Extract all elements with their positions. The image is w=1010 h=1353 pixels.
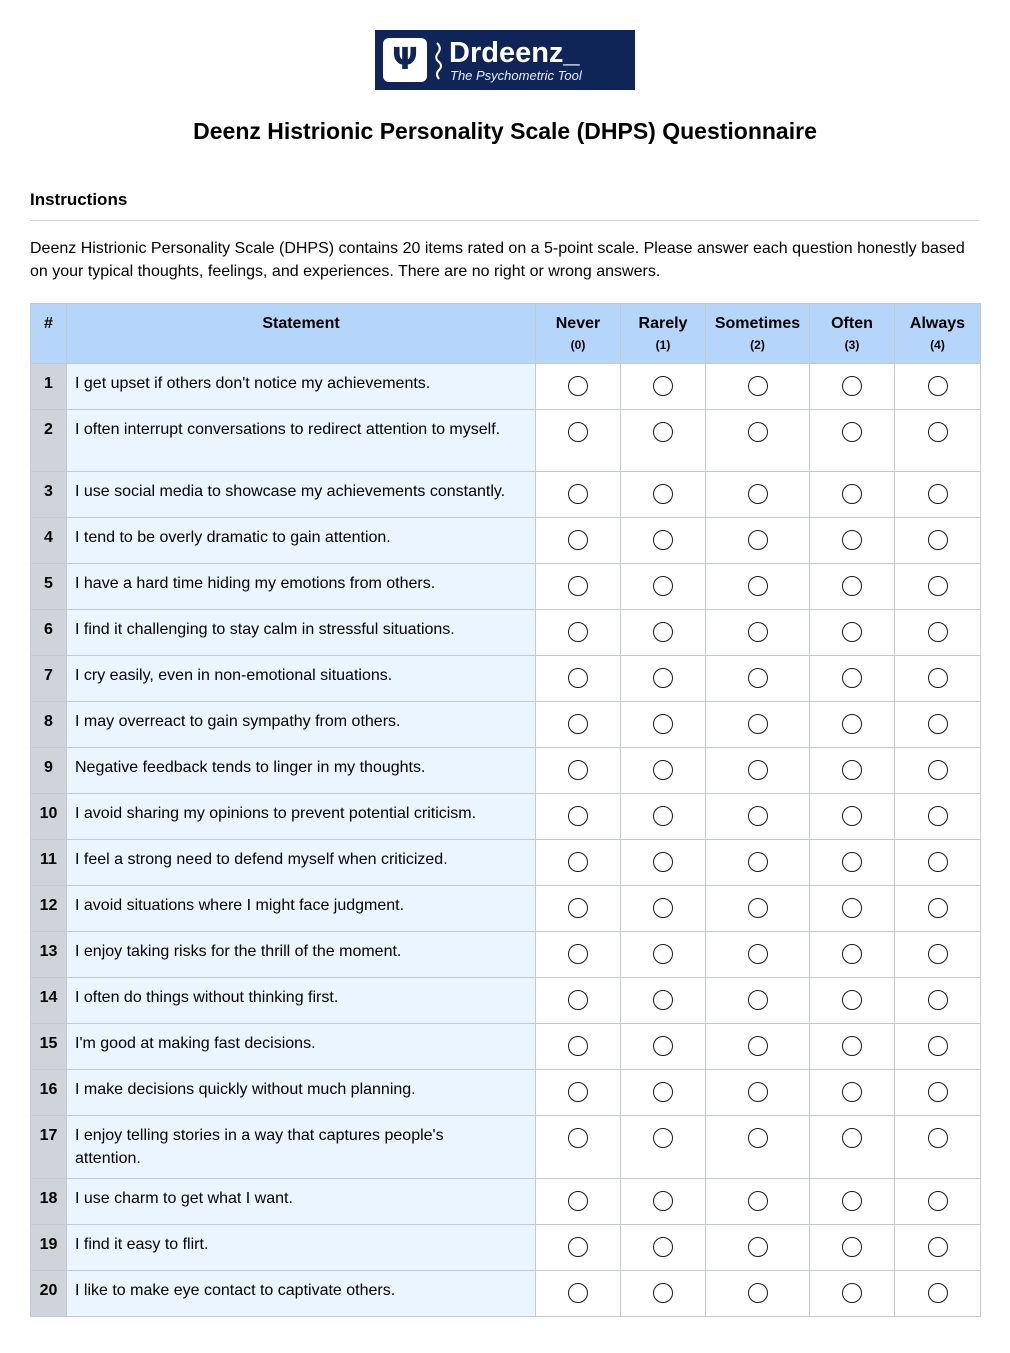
radio-often[interactable] (842, 484, 862, 504)
radio-rarely[interactable] (653, 852, 673, 872)
question-number: 12 (31, 886, 67, 932)
table-row (31, 610, 981, 656)
question-statement: I may overreact to gain sympathy from others. (67, 702, 536, 748)
option-cell-never (536, 1179, 621, 1225)
radio-rarely[interactable] (653, 484, 673, 504)
option-cell-never (536, 1024, 621, 1070)
option-cell-sometimes (706, 364, 810, 410)
option-cell-rarely (621, 1070, 706, 1116)
option-cell-always (895, 748, 981, 794)
header-number: # (31, 304, 67, 364)
radio-often[interactable] (842, 376, 862, 396)
option-cell-rarely (621, 518, 706, 564)
option-cell-often (810, 702, 895, 748)
option-cell-never (536, 472, 621, 518)
question-statement: I enjoy taking risks for the thrill of the moment. (67, 932, 536, 978)
option-cell-sometimes (706, 978, 810, 1024)
radio-rarely[interactable] (653, 714, 673, 734)
radio-rarely[interactable] (653, 990, 673, 1010)
table-row (31, 748, 981, 794)
option-cell-often (810, 1179, 895, 1225)
option-cell-sometimes (706, 1070, 810, 1116)
table-row (31, 978, 981, 1024)
radio-never[interactable] (568, 714, 588, 734)
page-title: Deenz Histrionic Personality Scale (DHPS) Questionnaire (193, 118, 817, 144)
option-cell-sometimes (706, 702, 810, 748)
option-cell-often (810, 932, 895, 978)
option-cell-never (536, 886, 621, 932)
table-body (31, 364, 981, 1317)
option-cell-rarely (621, 1024, 706, 1070)
header-option-sometimes (706, 304, 810, 364)
radio-never[interactable] (568, 530, 588, 550)
option-code: (2) (750, 338, 765, 352)
radio-sometimes[interactable] (748, 376, 768, 396)
option-cell-rarely (621, 978, 706, 1024)
option-cell-sometimes (706, 932, 810, 978)
radio-rarely[interactable] (653, 422, 673, 442)
radio-never[interactable] (568, 760, 588, 780)
option-code: (0) (570, 338, 586, 352)
radio-never[interactable] (568, 1036, 588, 1056)
question-statement: Negative feedback tends to linger in my thoughts. (67, 748, 536, 794)
radio-sometimes[interactable] (748, 898, 768, 918)
option-cell-always (895, 1179, 981, 1225)
option-cell-rarely (621, 410, 706, 472)
table-row (31, 1179, 981, 1225)
question-statement: I tend to be overly dramatic to gain attention. (67, 518, 536, 564)
radio-sometimes[interactable] (748, 990, 768, 1010)
table-row (31, 364, 981, 410)
psi-logo-icon (383, 38, 427, 82)
option-cell-never (536, 410, 621, 472)
radio-sometimes[interactable] (748, 422, 768, 442)
option-cell-always (895, 564, 981, 610)
option-cell-often (810, 656, 895, 702)
radio-often[interactable] (842, 1237, 862, 1257)
radio-sometimes[interactable] (748, 714, 768, 734)
question-number: 17 (31, 1116, 67, 1179)
option-cell-rarely (621, 472, 706, 518)
table-row (31, 518, 981, 564)
question-statement: I'm good at making fast decisions. (67, 1024, 536, 1070)
option-cell-never (536, 518, 621, 564)
radio-always[interactable] (928, 530, 948, 550)
option-cell-sometimes (706, 610, 810, 656)
option-cell-often (810, 364, 895, 410)
option-cell-rarely (621, 748, 706, 794)
table-row (31, 840, 981, 886)
question-statement: I get upset if others don't notice my achievements. (67, 364, 536, 410)
radio-always[interactable] (928, 1128, 948, 1148)
radio-never[interactable] (568, 898, 588, 918)
option-cell-rarely (621, 610, 706, 656)
option-cell-never (536, 702, 621, 748)
option-cell-sometimes (706, 410, 810, 472)
table-row (31, 1225, 981, 1271)
radio-never[interactable] (568, 376, 588, 396)
option-cell-sometimes (706, 1179, 810, 1225)
radio-always[interactable] (928, 622, 948, 642)
radio-rarely[interactable] (653, 1191, 673, 1211)
table-header-row (31, 304, 981, 364)
question-number: 11 (31, 840, 67, 886)
radio-never[interactable] (568, 852, 588, 872)
radio-sometimes[interactable] (748, 852, 768, 872)
radio-always[interactable] (928, 1237, 948, 1257)
radio-sometimes[interactable] (748, 530, 768, 550)
radio-never[interactable] (568, 1237, 588, 1257)
radio-never[interactable] (568, 1128, 588, 1148)
radio-often[interactable] (842, 990, 862, 1010)
radio-never[interactable] (568, 990, 588, 1010)
question-number: 18 (31, 1179, 67, 1225)
radio-often[interactable] (842, 668, 862, 688)
question-number: 10 (31, 794, 67, 840)
question-statement: I feel a strong need to defend myself when criticized. (67, 840, 536, 886)
radio-never[interactable] (568, 576, 588, 596)
radio-always[interactable] (928, 898, 948, 918)
radio-always[interactable] (928, 990, 948, 1010)
option-cell-often (810, 978, 895, 1024)
option-code: (1) (655, 338, 671, 352)
radio-always[interactable] (928, 852, 948, 872)
option-cell-never (536, 978, 621, 1024)
radio-never[interactable] (568, 484, 588, 504)
radio-sometimes[interactable] (748, 1191, 768, 1211)
option-label: Sometimes (714, 315, 801, 332)
radio-never[interactable] (568, 422, 588, 442)
radio-rarely[interactable] (653, 760, 673, 780)
option-cell-sometimes (706, 1225, 810, 1271)
option-cell-often (810, 1271, 895, 1317)
question-number: 6 (31, 610, 67, 656)
option-cell-often (810, 410, 895, 472)
radio-sometimes[interactable] (748, 1128, 768, 1148)
question-number: 14 (31, 978, 67, 1024)
option-cell-rarely (621, 794, 706, 840)
radio-sometimes[interactable] (748, 944, 768, 964)
question-number: 5 (31, 564, 67, 610)
option-code: (3) (844, 338, 860, 352)
option-label: Often (831, 315, 873, 332)
radio-never[interactable] (568, 668, 588, 688)
question-statement: I have a hard time hiding my emotions from others. (67, 564, 536, 610)
option-cell-rarely (621, 564, 706, 610)
table-row (31, 1070, 981, 1116)
question-statement: I cry easily, even in non-emotional situations. (67, 656, 536, 702)
table-row (31, 794, 981, 840)
radio-always[interactable] (928, 1191, 948, 1211)
option-cell-sometimes (706, 1116, 810, 1179)
radio-always[interactable] (928, 714, 948, 734)
question-number: 8 (31, 702, 67, 748)
option-cell-sometimes (706, 794, 810, 840)
radio-rarely[interactable] (653, 576, 673, 596)
option-cell-never (536, 364, 621, 410)
option-cell-often (810, 1225, 895, 1271)
table-row (31, 410, 981, 472)
radio-never[interactable] (568, 622, 588, 642)
option-cell-sometimes (706, 748, 810, 794)
brand-tagline: The Psychometric Tool (450, 68, 582, 83)
option-cell-often (810, 472, 895, 518)
question-statement: I like to make eye contact to captivate others. (67, 1271, 536, 1317)
option-cell-rarely (621, 1225, 706, 1271)
option-cell-always (895, 1024, 981, 1070)
option-cell-rarely (621, 1116, 706, 1179)
radio-sometimes[interactable] (748, 484, 768, 504)
option-cell-often (810, 610, 895, 656)
header-statement: Statement (67, 304, 536, 364)
radio-often[interactable] (842, 852, 862, 872)
radio-always[interactable] (928, 668, 948, 688)
table-row (31, 564, 981, 610)
option-cell-always (895, 886, 981, 932)
option-label: Never (555, 315, 601, 332)
radio-sometimes[interactable] (748, 668, 768, 688)
option-cell-always (895, 472, 981, 518)
question-statement: I enjoy telling stories in a way that captures people's attention. (67, 1116, 536, 1179)
option-cell-never (536, 656, 621, 702)
radio-rarely[interactable] (653, 668, 673, 688)
radio-always[interactable] (928, 760, 948, 780)
question-number: 7 (31, 656, 67, 702)
radio-always[interactable] (928, 1283, 948, 1303)
option-cell-rarely (621, 364, 706, 410)
option-cell-never (536, 564, 621, 610)
questionnaire-table (30, 303, 981, 1317)
radio-sometimes[interactable] (748, 760, 768, 780)
radio-often[interactable] (842, 714, 862, 734)
radio-always[interactable] (928, 1036, 948, 1056)
radio-rarely[interactable] (653, 530, 673, 550)
option-cell-never (536, 748, 621, 794)
radio-sometimes[interactable] (748, 806, 768, 826)
table-row (31, 656, 981, 702)
option-cell-often (810, 794, 895, 840)
option-cell-always (895, 1070, 981, 1116)
radio-always[interactable] (928, 944, 948, 964)
option-cell-often (810, 1024, 895, 1070)
question-statement: I avoid sharing my opinions to prevent potential criticism. (67, 794, 536, 840)
option-cell-sometimes (706, 518, 810, 564)
radio-sometimes[interactable] (748, 1036, 768, 1056)
radio-never[interactable] (568, 1191, 588, 1211)
radio-often[interactable] (842, 422, 862, 442)
header-option-never (536, 304, 621, 364)
radio-often[interactable] (842, 1036, 862, 1056)
instructions-divider (30, 220, 979, 221)
header-option-often (810, 304, 895, 364)
radio-rarely[interactable] (653, 898, 673, 918)
radio-never[interactable] (568, 944, 588, 964)
radio-often[interactable] (842, 944, 862, 964)
option-cell-always (895, 410, 981, 472)
table-row (31, 932, 981, 978)
question-number: 9 (31, 748, 67, 794)
option-cell-rarely (621, 886, 706, 932)
question-statement: I often do things without thinking first. (67, 978, 536, 1024)
radio-always[interactable] (928, 1082, 948, 1102)
question-number: 20 (31, 1271, 67, 1317)
instructions-heading: Instructions (30, 190, 128, 209)
brand-logo (375, 30, 635, 90)
option-cell-rarely (621, 1179, 706, 1225)
option-cell-often (810, 886, 895, 932)
option-cell-rarely (621, 932, 706, 978)
radio-always[interactable] (928, 576, 948, 596)
option-cell-often (810, 518, 895, 564)
question-number: 15 (31, 1024, 67, 1070)
table-row (31, 1271, 981, 1317)
radio-often[interactable] (842, 1128, 862, 1148)
radio-often[interactable] (842, 1082, 862, 1102)
radio-rarely[interactable] (653, 1128, 673, 1148)
radio-always[interactable] (928, 806, 948, 826)
option-code: (4) (930, 338, 945, 352)
option-cell-sometimes (706, 840, 810, 886)
option-cell-never (536, 1116, 621, 1179)
option-cell-always (895, 656, 981, 702)
option-cell-always (895, 794, 981, 840)
radio-never[interactable] (568, 1283, 588, 1303)
question-statement: I find it easy to flirt. (67, 1225, 536, 1271)
question-statement: I often interrupt conversations to redirect attention to myself. (67, 410, 536, 472)
radio-rarely[interactable] (653, 376, 673, 396)
question-number: 19 (31, 1225, 67, 1271)
radio-rarely[interactable] (653, 1036, 673, 1056)
radio-sometimes[interactable] (748, 1237, 768, 1257)
table-row (31, 1116, 981, 1179)
option-cell-always (895, 932, 981, 978)
wave-divider-icon (435, 41, 443, 81)
psi-symbol: Ψ (392, 42, 418, 77)
radio-sometimes[interactable] (748, 622, 768, 642)
table-row (31, 472, 981, 518)
option-cell-often (810, 1070, 895, 1116)
radio-often[interactable] (842, 1191, 862, 1211)
radio-often[interactable] (842, 760, 862, 780)
option-cell-always (895, 1116, 981, 1179)
option-cell-never (536, 932, 621, 978)
radio-rarely[interactable] (653, 622, 673, 642)
option-cell-never (536, 1271, 621, 1317)
table-row (31, 1024, 981, 1070)
option-cell-always (895, 1225, 981, 1271)
radio-sometimes[interactable] (748, 1283, 768, 1303)
option-cell-sometimes (706, 886, 810, 932)
option-cell-sometimes (706, 1024, 810, 1070)
radio-rarely[interactable] (653, 806, 673, 826)
radio-often[interactable] (842, 576, 862, 596)
radio-often[interactable] (842, 898, 862, 918)
radio-rarely[interactable] (653, 1237, 673, 1257)
option-cell-rarely (621, 702, 706, 748)
header-option-always (895, 304, 981, 364)
option-cell-never (536, 840, 621, 886)
question-statement: I make decisions quickly without much planning. (67, 1070, 536, 1116)
question-number: 13 (31, 932, 67, 978)
radio-rarely[interactable] (653, 1082, 673, 1102)
question-number: 16 (31, 1070, 67, 1116)
radio-never[interactable] (568, 806, 588, 826)
option-cell-often (810, 564, 895, 610)
option-label: Rarely (638, 315, 688, 332)
radio-always[interactable] (928, 422, 948, 442)
option-cell-never (536, 610, 621, 656)
option-cell-often (810, 840, 895, 886)
radio-rarely[interactable] (653, 1283, 673, 1303)
option-cell-always (895, 364, 981, 410)
radio-often[interactable] (842, 806, 862, 826)
radio-always[interactable] (928, 376, 948, 396)
option-label: Always (909, 315, 966, 332)
radio-often[interactable] (842, 1283, 862, 1303)
option-cell-always (895, 978, 981, 1024)
header-option-rarely (621, 304, 706, 364)
radio-always[interactable] (928, 484, 948, 504)
option-cell-never (536, 1070, 621, 1116)
instructions-text: Deenz Histrionic Personality Scale (DHPS) contains 20 items rated on a 5-point scale. Please answer each question honestly based on your typical thoughts, feelings, and experiences. There are no right or wrong answers. (30, 240, 965, 280)
radio-sometimes[interactable] (748, 1082, 768, 1102)
question-number: 4 (31, 518, 67, 564)
option-cell-never (536, 1225, 621, 1271)
option-cell-sometimes (706, 1271, 810, 1317)
option-cell-sometimes (706, 564, 810, 610)
option-cell-sometimes (706, 656, 810, 702)
option-cell-always (895, 840, 981, 886)
table-row (31, 702, 981, 748)
radio-never[interactable] (568, 1082, 588, 1102)
question-number: 3 (31, 472, 67, 518)
question-statement: I use charm to get what I want. (67, 1179, 536, 1225)
radio-rarely[interactable] (653, 944, 673, 964)
question-statement: I use social media to showcase my achievements constantly. (67, 472, 536, 518)
brand-name: Drdeenz_ (449, 37, 580, 69)
radio-often[interactable] (842, 530, 862, 550)
question-statement: I avoid situations where I might face judgment. (67, 886, 536, 932)
radio-sometimes[interactable] (748, 576, 768, 596)
option-cell-always (895, 518, 981, 564)
option-cell-often (810, 1116, 895, 1179)
radio-often[interactable] (842, 622, 862, 642)
option-cell-always (895, 610, 981, 656)
option-cell-never (536, 794, 621, 840)
question-statement: I find it challenging to stay calm in stressful situations. (67, 610, 536, 656)
option-cell-rarely (621, 656, 706, 702)
question-number: 2 (31, 410, 67, 472)
option-cell-sometimes (706, 472, 810, 518)
option-cell-always (895, 702, 981, 748)
option-cell-always (895, 1271, 981, 1317)
question-number: 1 (31, 364, 67, 410)
option-cell-often (810, 748, 895, 794)
table-row (31, 886, 981, 932)
option-cell-rarely (621, 840, 706, 886)
option-cell-rarely (621, 1271, 706, 1317)
